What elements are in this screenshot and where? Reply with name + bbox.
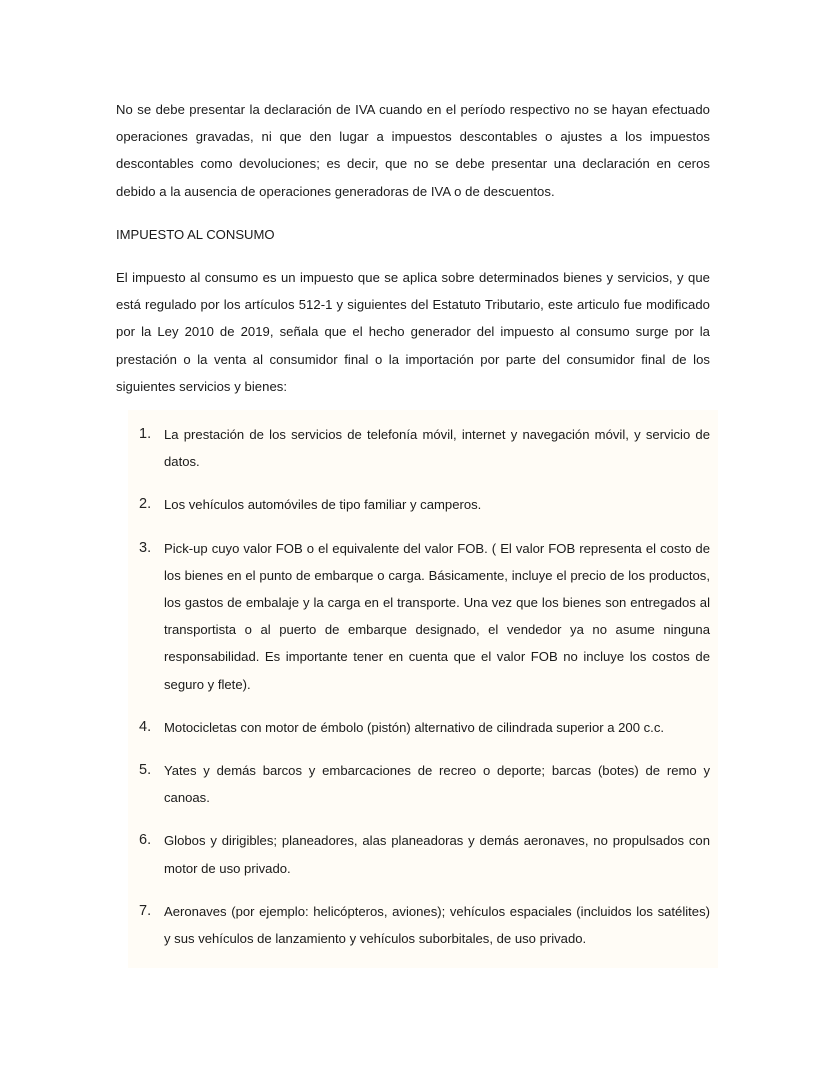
list-number: 7. xyxy=(139,902,152,919)
list-number: 2. xyxy=(139,496,152,513)
iva-paragraph: No se debe presentar la declaración de IVA cuando en el período respectivo no se hayan efectuado operaciones gravadas, ni que den lugar a impuestos descontables o ajustes a los impuestos descontables como devoluciones; es decir, que no se debe presentar una declaración en ceros debido a la ausencia de operaciones generadoras de IVA o de descuentos. xyxy=(116,102,710,199)
intro-paragraph: El impuesto al consumo es un impuesto que se aplica sobre determinados bienes y servicios, y que está regulado por los artículos 512-1 y siguientes del Estatuto Tributario, este articulo fue modificado por la Ley 2010 de 2019, señala que el hecho generador del impuesto al consumo surge por la prestación o la venta al consumidor final o la importación por parte del consumidor final de los siguientes servicios y bienes: xyxy=(116,270,710,394)
list-text: Globos y dirigibles; planeadores, alas planeadoras y demás aeronaves, no propulsados con motor de uso privado. xyxy=(164,833,710,876)
list-number: 6. xyxy=(139,832,152,849)
list-item xyxy=(128,714,710,741)
list-number: 3. xyxy=(139,539,152,556)
list-text: La prestación de los servicios de telefonía móvil, internet y navegación móvil, y servicio de datos. xyxy=(164,427,710,470)
list-text: Motocicletas con motor de émbolo (pistón) alternativo de cilindrada superior a 200 c.c. xyxy=(164,719,664,735)
list-item xyxy=(128,421,710,475)
list-text: Los vehículos automóviles de tipo familiar y camperos. xyxy=(164,497,482,513)
list-item xyxy=(128,757,710,811)
document-body xyxy=(116,96,710,416)
list-item xyxy=(128,535,710,698)
list-text: Yates y demás barcos y embarcaciones de recreo o deporte; barcas (botes) de remo y canoas. xyxy=(164,763,710,806)
list-number: 5. xyxy=(139,762,152,779)
list-number: 4. xyxy=(139,718,152,735)
list-item xyxy=(128,827,710,881)
items-list xyxy=(128,421,710,968)
list-text: Pick-up cuyo valor FOB o el equivalente del valor FOB. ( El valor FOB representa el costo de los bienes en el punto de embarque o carga. Básicamente, incluye el precio de los productos, los gastos de embalaje y la carga en el transporte. Una vez que los bienes son entregados al transportista o al puerto de embarque designado, el vendedor ya no asume ninguna responsabilidad. Es importante tener en cuenta que el valor FOB no incluye los costos de seguro y flete). xyxy=(164,540,710,692)
list-text: Aeronaves (por ejemplo: helicópteros, aviones); vehículos espaciales (incluidos los satélites) y sus vehículos de lanzamiento y vehículos suborbitales, de uso privado. xyxy=(164,903,710,947)
list-item xyxy=(128,898,710,952)
list-number: 1. xyxy=(139,426,152,442)
list-item xyxy=(128,491,710,518)
section-heading: IMPUESTO AL CONSUMO xyxy=(116,226,275,242)
